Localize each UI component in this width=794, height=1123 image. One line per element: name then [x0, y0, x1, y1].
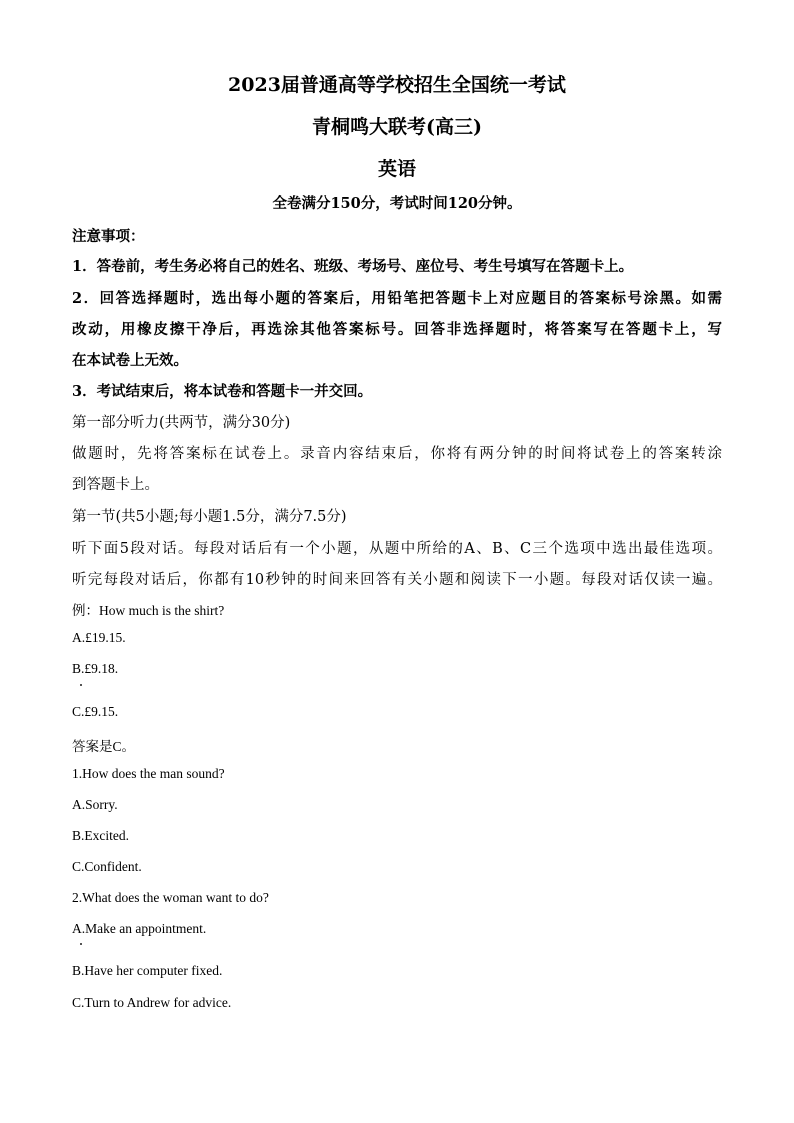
notice-item-2-line-1: 2．回答选择题时，选出每小题的答案后，用铅笔把答题卡上对应题目的答案标号涂黑。如需	[72, 290, 722, 307]
notice-item-2-line-2: 改动，用橡皮擦干净后，再选涂其他答案标号。回答非选择题时，将答案写在答题卡上，写	[72, 321, 722, 338]
section1-heading: 第一节(共5小题;每小题1.5分，满分7.5分)	[72, 509, 347, 525]
example-answer: 答案是C。	[72, 739, 136, 754]
stray-dot	[80, 684, 82, 686]
notice-item-2-line-3: 在本试卷上无效。	[72, 352, 188, 369]
part1-heading: 第一部分听力(共两节，满分30分)	[72, 415, 291, 431]
q1-option-c: C.Confident.	[72, 859, 142, 874]
q2-question: 2.What does the woman want to do?	[72, 890, 269, 905]
notice-item-3: 3．考试结束后，将本试卷和答题卡一并交回。	[72, 383, 373, 400]
section1-intro-line-2: 听完每段对话后，你都有10秒钟的时间来回答有关小题和阅读下一小题。每段对话仅读一遍。	[72, 572, 722, 588]
q1-option-b: B.Excited.	[72, 828, 129, 843]
notice-heading: 注意事项：	[72, 228, 145, 245]
q2-option-a: A.Make an appointment.	[72, 921, 207, 936]
q2-option-b: B.Have her computer fixed.	[72, 963, 223, 978]
example-option-b: B.£9.18.	[72, 661, 119, 676]
q1-option-a: A.Sorry.	[72, 797, 118, 812]
exam-title: 2023届普通高等学校招生全国统一考试	[228, 74, 566, 96]
notice-item-1: 1．答卷前，考生务必将自己的姓名、班级、考场号、座位号、考生号填写在答题卡上。	[72, 258, 634, 275]
exam-subtitle: 青桐鸣大联考(高三)	[312, 116, 482, 138]
section1-intro-line-1: 听下面5段对话。每段对话后有一个小题，从题中所给的A、B、C三个选项中选出最佳选项。	[72, 541, 722, 557]
example-option-c: C.£9.15.	[72, 704, 119, 719]
part1-intro-line-2: 到答题卡上。	[72, 477, 159, 493]
part1-intro-line-1: 做题时，先将答案标在试卷上。录音内容结束后，你将有两分钟的时间将试卷上的答案转涂	[72, 446, 722, 462]
exam-info: 全卷满分150分，考试时间120分钟。	[272, 195, 522, 212]
example-question: 例：How much is the shirt?	[72, 603, 225, 618]
q2-option-c: C.Turn to Andrew for advice.	[72, 995, 232, 1010]
q1-question: 1.How does the man sound?	[72, 766, 225, 781]
subject-title: 英语	[377, 158, 416, 180]
stray-dot	[80, 943, 82, 945]
example-option-a: A.£19.15.	[72, 630, 126, 645]
